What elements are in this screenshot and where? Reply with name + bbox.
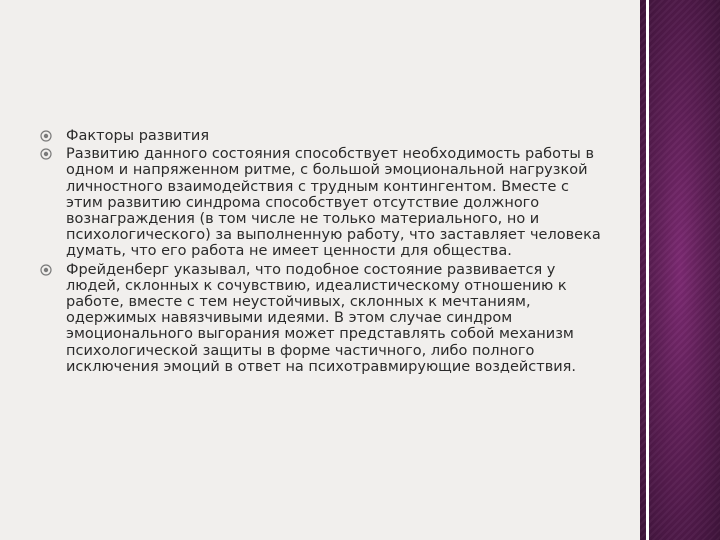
slide-content <box>40 128 605 377</box>
decorative-side-band <box>640 0 720 540</box>
bullet-list <box>40 128 605 375</box>
bullet-item-development <box>40 146 605 259</box>
decorative-divider-line <box>646 0 649 540</box>
bullet-text: Факторы развития <box>66 128 210 144</box>
bullet-text: Фрейденберг указывал, что подобное состояние развивается у людей, склонных к сочувствию, идеалистическому отношению к работе, вместе с тем неустойчивых, склонных к мечтаниям, одержимых навязчивыми идеями. В этом случае синдром эмоционального выгорания может представлять собой механизм психологической защиты в форме частичного, либо полного исключения эмоций в ответ на психотравмирующие воздействия. <box>66 261 577 375</box>
circled-target-icon <box>40 264 52 276</box>
bullet-item-freudenberger <box>40 262 605 375</box>
bullet-text: Развитию данного состояния способствует необходимость работы в одном и напряженном ритме, с большой эмоциональной нагрузкой личностного взаимодействия с трудным контингентом. Вместе с этим развитию синдрома способствует отсутствие должного вознаграждения (в том числе не только материального, но и психологического) за выполненную работу, что заставляет человека думать, что его работа не имеет ценности для общества. <box>66 146 601 260</box>
bullet-item-factors <box>40 128 605 144</box>
circled-target-icon <box>40 130 52 142</box>
circled-target-icon <box>40 148 52 160</box>
